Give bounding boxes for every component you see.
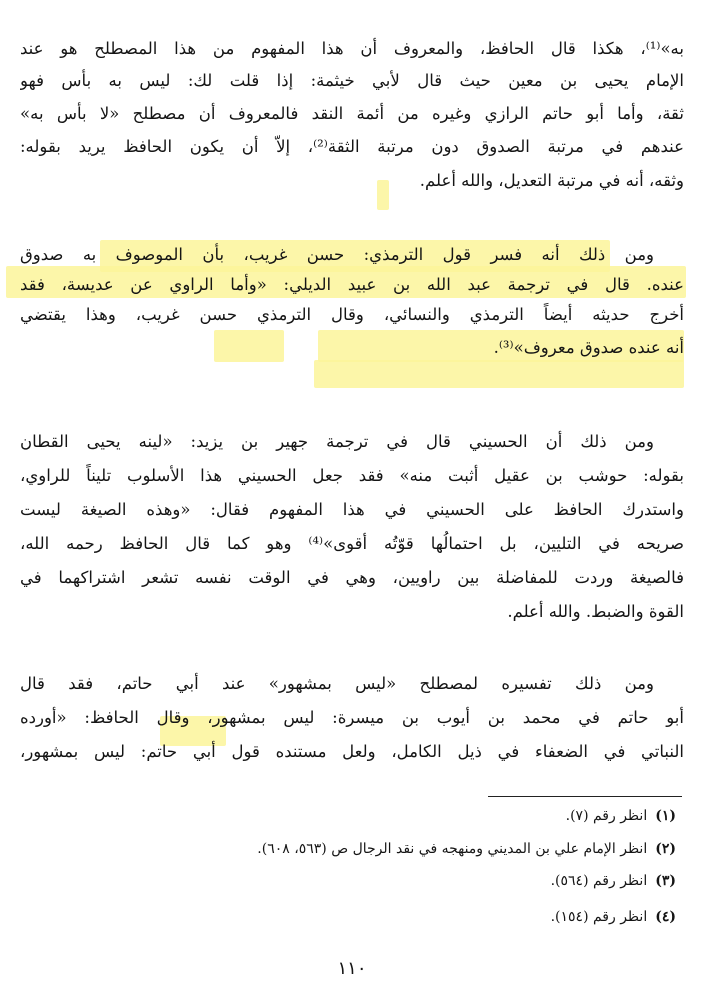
highlight-mark: [314, 360, 684, 388]
footnote-separator: [488, 796, 682, 797]
text-line: أخرج حديثه أيضاً الترمذي والنسائي، وقال الترمذي حسن غريب، وهذا يقتضي: [20, 305, 684, 324]
text-line: ومن ذلك أن الحسيني قال في ترجمة جهير بن يزيد: «لينه يحيى القطان: [20, 432, 654, 451]
text-line: واستدرك الحافظ على الحسيني في هذا المفهوم فقال: «وهذه الصيغة ليست: [20, 500, 684, 519]
text-line: القوة والضبط. والله أعلم.: [507, 602, 684, 621]
text-line: ثقة، وأما أبو حاتم الرازي وغيره من أئمة النقد فالمعروف أن مصطلح «لا بأس به»: [20, 104, 684, 123]
footnote-text: انظر رقم (٧).: [565, 808, 648, 824]
text-line: صريحه في التليين، بل احتمالُها قوّتُه أقوى»⁽⁴⁾ وهو كما قال الحافظ رحمه الله،: [20, 534, 684, 553]
text-line: بقوله: حوشب بن عقيل أثبت منه» فقد جعل الحسيني هذا الأسلوب تليناً للراوي،: [20, 466, 684, 485]
page-number: ١١٠: [337, 958, 367, 979]
text-line: ومن ذلك أنه فسر قول الترمذي: حسن غريب، بأن الموصوف به صدوق: [20, 245, 654, 264]
footnote-number: (١): [655, 808, 676, 824]
text-line: فالصيغة وردت للمفاضلة بين راويين، وهي في الوقت نفسه تشعر اشتراكهما في: [20, 568, 684, 587]
text-line: ومن ذلك تفسيره لمصطلح «ليس بمشهور» عند أبي حاتم، فقد قال: [20, 674, 654, 693]
footnote-1: [120, 803, 676, 829]
text-line: وثقه، أنه في مرتبة التعديل، والله أعلم.: [419, 171, 684, 190]
footnote-text: انظر رقم (٥٦٤).: [550, 873, 648, 889]
footnote-3: [120, 868, 676, 894]
footnote-text: انظر رقم (١٥٤).: [550, 909, 648, 925]
footnote-2: [120, 836, 676, 862]
footnote-number: (٤): [655, 909, 676, 925]
text-line: الإمام يحيى بن معين حيث قال لأبي خيثمة: إذا قلت لك: ليس به بأس فهو: [20, 71, 684, 90]
text-line: عندهم في مرتبة الصدوق دون مرتبة الثقة⁽²⁾، إلاّ أن يكون الحافظ يريد بقوله:: [20, 137, 684, 156]
footnote-number: (٢): [655, 841, 676, 857]
text-line: النباتي في الضعفاء في ذيل الكامل، ولعل مستنده قول أبي حاتم: ليس بمشهور،: [20, 742, 684, 761]
footnote-number: (٣): [655, 873, 676, 889]
footnote-text: انظر الإمام علي بن المديني ومنهجه في نقد الرجال ص (٥٦٣، ٦٠٨).: [257, 841, 648, 857]
text-line: أبو حاتم في محمد بن أيوب بن ميسرة: ليس بمشهور، وقال الحافظ: «أورده: [20, 708, 684, 727]
text-line: عنده. قال في ترجمة عبد الله بن عبيد الديلي: «وأما الراوي عن عديسة، فقد: [20, 275, 684, 294]
text-line: به»⁽¹⁾، هكذا قال الحافظ، والمعروف أن هذا المفهوم من هذا المصطلح هو عند: [20, 39, 684, 58]
footnote-4: [120, 904, 676, 930]
text-line: أنه عنده صدوق معروف»⁽³⁾.: [493, 338, 684, 357]
